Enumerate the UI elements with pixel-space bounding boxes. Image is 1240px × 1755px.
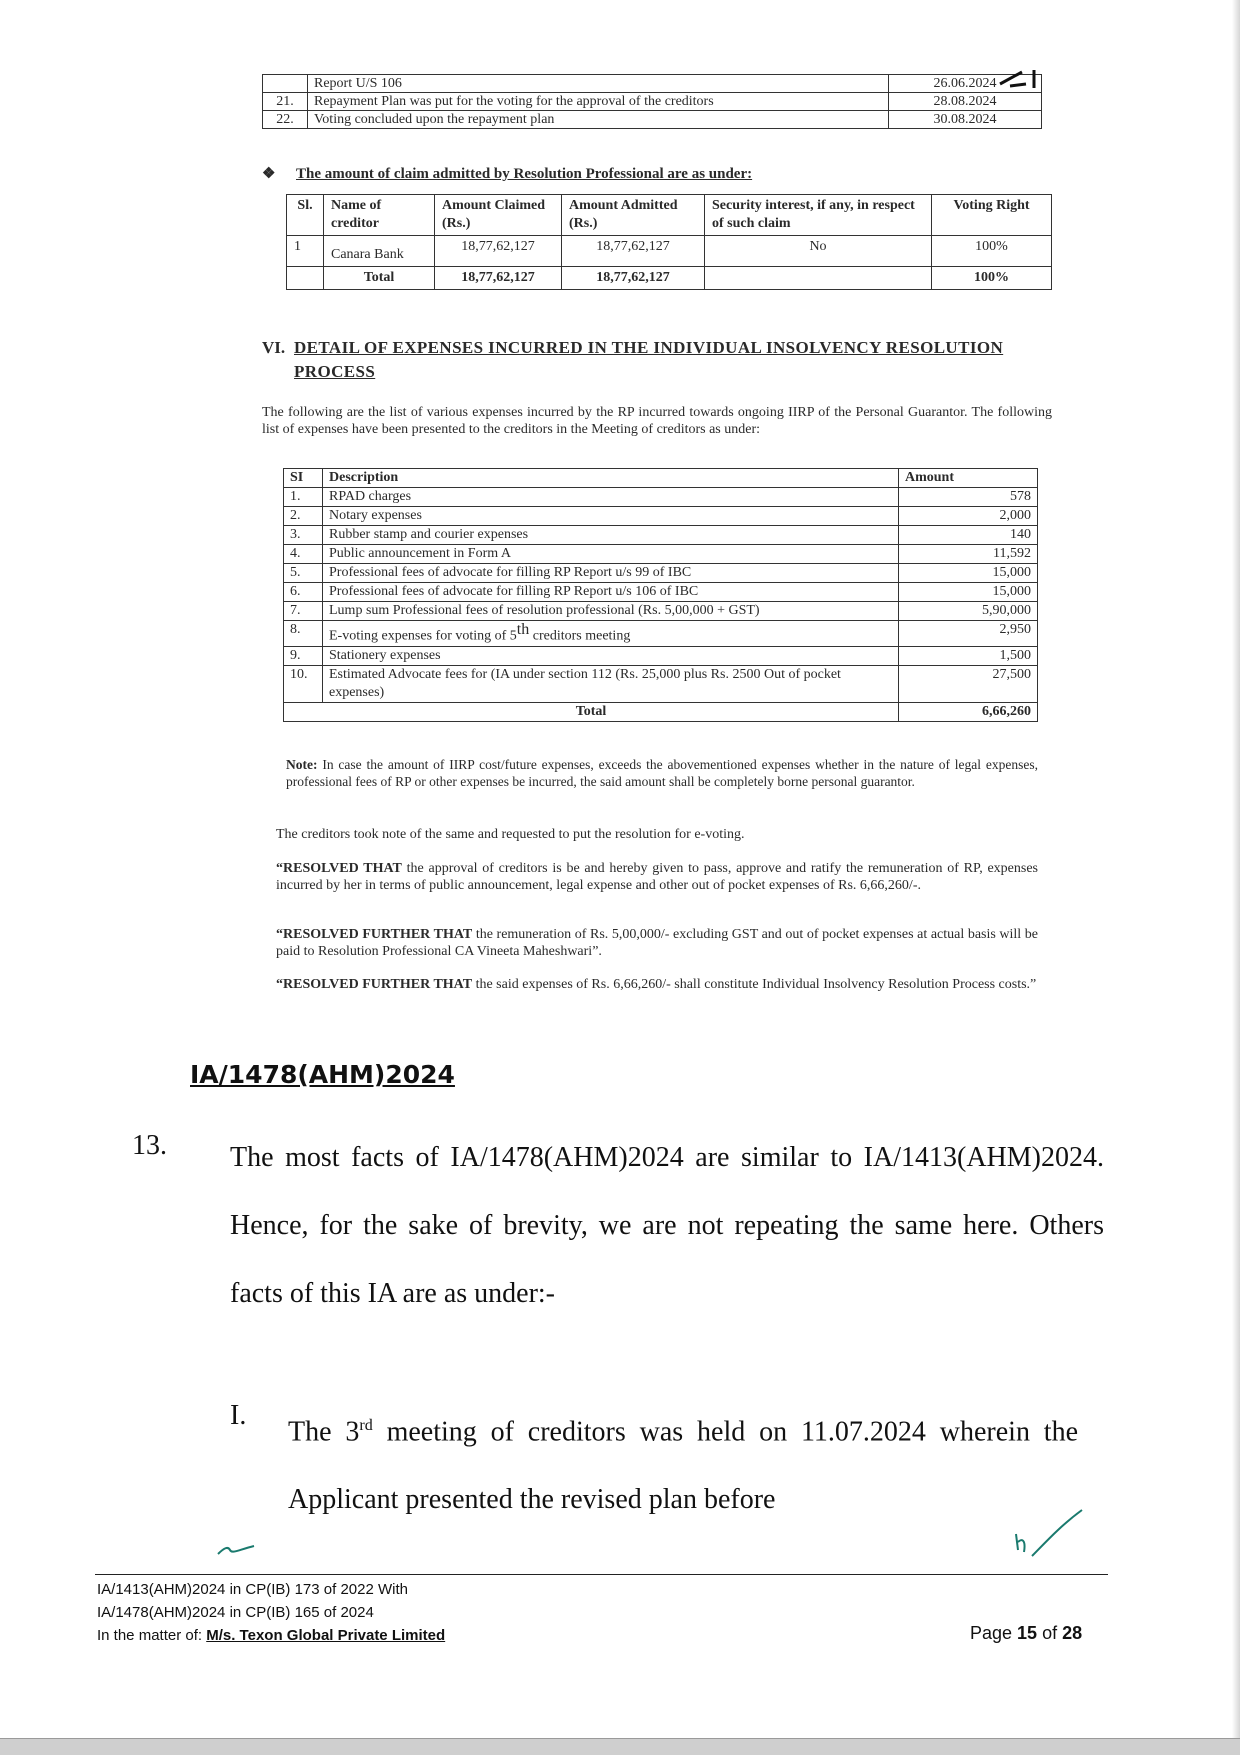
table-row [284,564,1038,583]
description-text: E-voting expenses for voting of 5 [329,628,517,644]
handwritten-mark [970,68,1046,90]
description-cell: Voting concluded upon the repayment plan [308,111,889,129]
sl-cell: 7. [284,602,323,621]
paragraph-number: 13. [132,1130,167,1161]
resolution-3 [276,976,1038,993]
empty-cell [287,267,324,290]
amount-cell: 27,500 [899,665,1038,702]
description-cell: Professional fees of advocate for filling RP Report u/s 106 of IBC [323,583,899,602]
sl-cell: 6. [284,583,323,602]
resolution-2 [276,926,1038,960]
sub-text: The 3 [288,1416,360,1448]
note-label: Note: [286,757,318,772]
table-row [263,111,1042,129]
timeline-table [262,74,1042,129]
amount-cell: 15,000 [899,564,1038,583]
resolution-text: the said expenses of Rs. 6,66,260/- shall constitute Individual Insolvency Resolution Process costs.” [472,977,1037,992]
sl-cell: 21. [263,93,308,111]
description-cell: Repayment Plan was put for the voting for the approval of the creditors [308,93,889,111]
description-cell: Lump sum Professional fees of resolution professional (Rs. 5,00,000 + GST) [323,602,899,621]
amount-cell: 2,950 [899,621,1038,647]
claim-header-row [287,195,1052,236]
footer-line [97,1624,445,1647]
amount-cell: 5,90,000 [899,602,1038,621]
sl-cell: 2. [284,507,323,526]
resolution-text: the remuneration of Rs. 5,00,000/- excluding GST and out of pocket expenses at actual basis will be paid to Resolution Professional CA Vineeta Maheshwari”. [276,927,1038,959]
total-voting: 100% [932,267,1052,290]
page-current: 15 [1017,1623,1038,1643]
claim-heading-text: The amount of claim admitted by Resolution Professional are as under: [296,166,753,182]
total-row [284,702,1038,721]
total-claimed: 18,77,62,127 [435,267,562,290]
footer-line: IA/1478(AHM)2024 in CP(IB) 165 of 2024 [97,1604,374,1621]
header-claimed: Amount Claimed (Rs.) [435,195,562,236]
footer-line: IA/1413(AHM)2024 in CP(IB) 173 of 2022 With [97,1581,408,1598]
sl-cell [263,75,308,93]
ia-heading: IA/1478(AHM)2024 [190,1060,455,1089]
section-number: VI. [262,338,286,357]
initials-signature-left [214,1540,258,1560]
sl-cell: 1 [287,236,324,267]
footer-divider [95,1574,1108,1575]
sl-cell: 3. [284,526,323,545]
table-row [284,507,1038,526]
header-amount: Amount [899,469,1038,488]
total-row [287,267,1052,290]
description-cell: Professional fees of advocate for filling RP Report u/s 99 of IBC [323,564,899,583]
page-total: 28 [1062,1623,1083,1643]
page-word: Page [970,1623,1018,1643]
expenses-note [286,756,1038,790]
header-sl: Sl. [287,195,324,236]
section-title: DETAIL OF EXPENSES INCURRED IN THE INDIVIDUAL INSOLVENCY RESOLUTION PROCESS [294,338,1004,381]
description-cell: Report U/S 106 [308,75,889,93]
creditor-name-cell: Canara Bank [324,236,435,267]
ordinal-suffix: th [516,621,530,638]
sl-cell: 10. [284,665,323,702]
table-row [263,75,1042,93]
header-sl: SI [284,469,323,488]
date-cell: 28.08.2024 [889,93,1042,111]
table-row [284,621,1038,647]
header-security: Security interest, if any, in respect of such claim [705,195,932,236]
description-cell: Rubber stamp and courier expenses [323,526,899,545]
resolution-text: the approval of creditors is be and hereby given to pass, approve and ratify the remuneration of RP, expenses incurred by her in terms of public announcement, legal expense and other out of pocket expenses of Rs. 6,66,260/-. [276,861,1038,893]
expenses-header-row [284,469,1038,488]
table-row [284,545,1038,564]
sub-text: meeting of creditors was held on 11.07.2024 wherein the Applicant presented the revised plan before [288,1416,1079,1516]
table-row [284,526,1038,545]
security-cell: No [705,236,932,267]
case-name: M/s. Texon Global Private Limited [206,1627,446,1644]
total-label: Total [284,702,899,721]
resolution-lead: “RESOLVED THAT [276,861,402,876]
initials-signature-right [1010,1508,1086,1572]
header-voting: Voting Right [932,195,1052,236]
expenses-table [283,468,1038,722]
table-row [287,236,1052,267]
amount-cell: 11,592 [899,545,1038,564]
sub-paragraph-number: I. [230,1400,247,1431]
page-edge [1232,0,1240,1738]
header-description: Description [323,469,899,488]
expenses-intro: The following are the list of various expenses incurred by the RP incurred towards ongoing IIRP of the Personal Guarantor. The following list of expenses have been presented to the creditors in the Meeting of creditors as under: [262,405,1052,437]
table-row [284,488,1038,507]
header-admitted: Amount Admitted (Rs.) [562,195,705,236]
description-cell: Notary expenses [323,507,899,526]
resolution-1 [276,860,1038,894]
empty-cell [705,267,932,290]
diamond-bullet-icon: ❖ [262,166,276,182]
page-of: of [1037,1623,1063,1643]
header-name: Name of creditor [324,195,435,236]
table-row [284,583,1038,602]
creditors-note: The creditors took note of the same and requested to put the resolution for e-voting. [276,827,745,842]
amount-cell: 578 [899,488,1038,507]
footer-case-info [97,1578,445,1647]
table-row [284,646,1038,665]
page-number [970,1623,1082,1644]
paragraph-text: The most facts of IA/1478(AHM)2024 are similar to IA/1413(AHM)2024. Hence, for the sake of brevity, we are not repeating the same here. Others facts of this IA are as under:- [230,1142,1104,1309]
description-cell: Public announcement in Form A [323,545,899,564]
total-admitted: 18,77,62,127 [562,267,705,290]
sl-cell: 22. [263,111,308,129]
footer-prefix: In the matter of: [97,1627,207,1644]
sl-cell: 9. [284,646,323,665]
table-row [284,602,1038,621]
resolution-lead: “RESOLVED FURTHER THAT [276,927,473,942]
claim-heading [262,164,752,183]
amount-cell: 2,000 [899,507,1038,526]
admitted-cell: 18,77,62,127 [562,236,705,267]
date-cell: 26.06.2024 [889,75,1042,93]
note-text: In case the amount of IIRP cost/future expenses, exceeds the abovementioned expenses whether in the nature of legal expenses, professional fees of RP or other expenses be incurred, the said amount shall be completely borne personal guarantor. [286,757,1038,789]
table-row [263,93,1042,111]
description-cell: Stationery expenses [323,646,899,665]
description-cell: Estimated Advocate fees for (IA under section 112 (Rs. 25,000 plus Rs. 2500 Out of pocket expenses) [323,665,899,702]
claim-table [286,194,1052,290]
table-row [284,665,1038,702]
sl-cell: 5. [284,564,323,583]
amount-cell: 140 [899,526,1038,545]
scanner-bottom-edge [0,1738,1240,1755]
sl-cell: 8. [284,621,323,647]
voting-cell: 100% [932,236,1052,267]
resolution-lead: “RESOLVED FURTHER THAT [276,977,473,992]
sl-cell: 1. [284,488,323,507]
sub-paragraph-text [288,1392,1078,1534]
claimed-cell: 18,77,62,127 [435,236,562,267]
amount-cell: 15,000 [899,583,1038,602]
amount-cell: 1,500 [899,646,1038,665]
total-label: Total [324,267,435,290]
ordinal-suffix: rd [359,1417,373,1434]
total-amount: 6,66,260 [899,702,1038,721]
expenses-heading [262,336,1052,384]
description-text: creditors meeting [529,628,631,644]
date-cell: 30.08.2024 [889,111,1042,129]
sl-cell: 4. [284,545,323,564]
description-cell [323,621,899,647]
description-cell: RPAD charges [323,488,899,507]
